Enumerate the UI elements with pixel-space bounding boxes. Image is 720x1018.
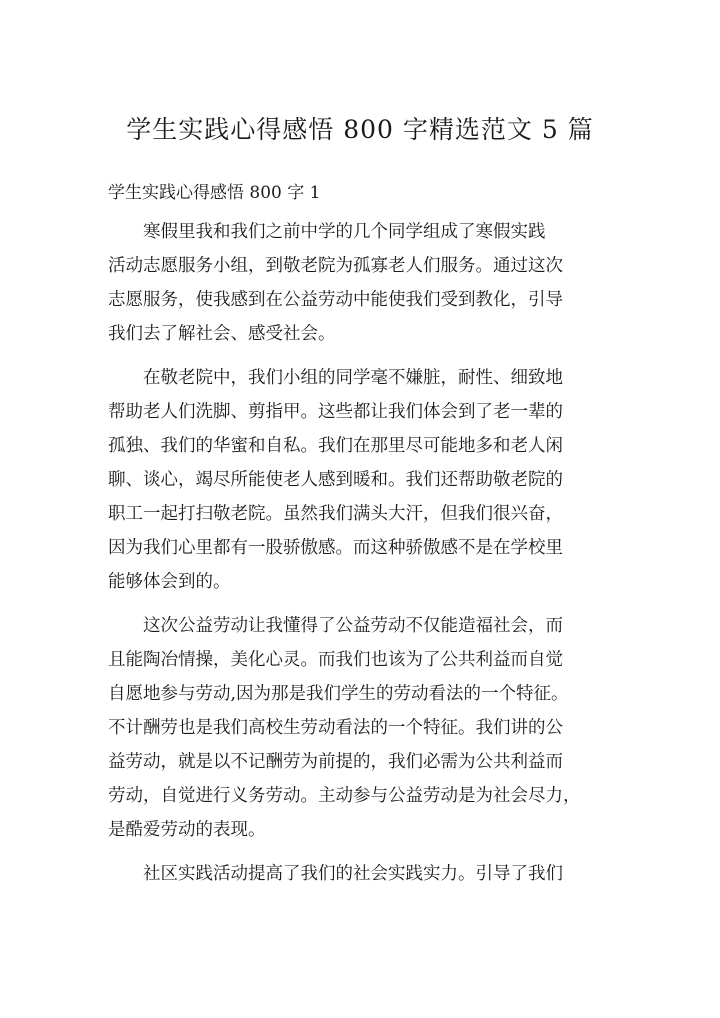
- paragraph-line: 自愿地参与劳动,因为那是我们学生的劳动看法的一个特征。: [108, 684, 569, 704]
- paragraph: [108, 857, 612, 891]
- paragraph-line: 在敬老院中，我们小组的同学毫不嫌脏，耐性、细致地: [108, 368, 563, 388]
- paragraph-line: 不计酬劳也是我们高校生劳动看法的一个特征。我们讲的公: [108, 718, 563, 738]
- document-title: 学生实践心得感悟 800 字精选范文 5 篇: [126, 115, 594, 144]
- paragraph: [108, 609, 612, 847]
- paragraph-line: 因为我们心里都有一股骄傲感。而这种骄傲感不是在学校里: [108, 538, 563, 558]
- paragraph-line: 职工一起打扫敬老院。虽然我们满头大汗，但我们很兴奋，: [108, 504, 563, 524]
- paragraph-spacer: [108, 599, 612, 609]
- paragraph-line: 这次公益劳动让我懂得了公益劳动不仅能造福社会，而: [108, 616, 563, 636]
- paragraph-line: 帮助老人们洗脚、剪指甲。这些都让我们体会到了老一辈的: [108, 402, 563, 422]
- paragraph-line: 能够体会到的。: [108, 572, 231, 592]
- paragraph: [108, 361, 612, 599]
- paragraph-spacer: [108, 847, 612, 857]
- section-heading: 学生实践心得感悟 800 字 1: [108, 183, 321, 203]
- paragraph-line: 社区实践活动提高了我们的社会实践实力。引导了我们: [108, 864, 563, 884]
- paragraph-line: 聊、谈心，竭尽所能使老人感到暖和。我们还帮助敬老院的: [108, 470, 563, 490]
- paragraph-line: 我们去了解社会、感受社会。: [108, 324, 336, 344]
- paragraph-line: 益劳动，就是以不记酬劳为前提的，我们必需为公共利益而: [108, 752, 563, 772]
- paragraph-line: 孤独、我们的华蜜和自私。我们在那里尽可能地多和老人闲: [108, 436, 563, 456]
- paragraph-line: 寒假里我和我们之前中学的几个同学组成了寒假实践: [108, 222, 546, 242]
- paragraph-line: 且能陶冶情操，美化心灵。而我们也该为了公共利益而自觉: [108, 650, 563, 670]
- paragraph-line: 劳动，自觉进行义务劳动。主动参与公益劳动是为社会尽力，: [108, 786, 581, 806]
- paragraph-line: 志愿服务，使我感到在公益劳动中能使我们受到教化，引导: [108, 290, 563, 310]
- paragraph: [108, 215, 612, 351]
- paragraph-spacer: [108, 351, 612, 361]
- body-text: [108, 215, 612, 891]
- paragraph-line: 活动志愿服务小组，到敬老院为孤寡老人们服务。通过这次: [108, 256, 563, 276]
- paragraph-line: 是酷爱劳动的表现。: [108, 820, 266, 840]
